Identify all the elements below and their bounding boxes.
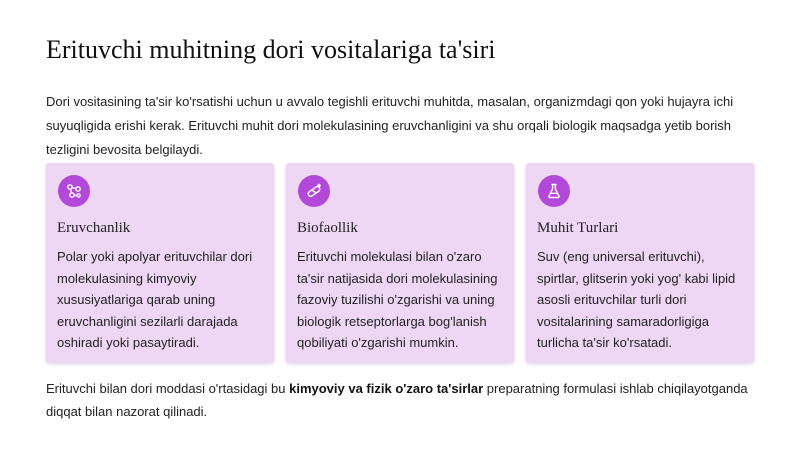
card-text: Erituvchi molekulasi bilan o'zaro ta'sir natijasida dori molekulasining fazoviy tuzilishi o'zgarishi va uning biologik retseptorlarga bog'lanish qobiliyati o'zgarishi mumkin.: [297, 249, 498, 351]
card-title: Muhit Turlari: [537, 220, 619, 236]
card-title: Eruvchanlik: [57, 220, 131, 236]
molecules-icon: [58, 175, 90, 207]
outro-paragraph: [46, 377, 758, 423]
intro-paragraph: Dori vositasining ta'sir ko'rsatishi uchun u avvalo tegishli erituvchi muhitda, masalan, organizmdagi qon yoki hujayra ichi suyuqligida erishi kerak. Erituvchi muhit dori molekulasining eruvchanligini va shu orqali biologik maqsadga yetib borish tezligini bevosita belgilaydi.: [46, 94, 734, 157]
capsule-icon: [298, 175, 330, 207]
card-eruvchanlik: [46, 163, 274, 363]
card-title: Biofaollik: [297, 220, 358, 236]
flask-icon: [538, 175, 570, 207]
page-title: Erituvchi muhitning dori vositalariga ta'siri: [46, 35, 496, 64]
card-biofaollik: [286, 163, 514, 363]
outro-text-start: Erituvchi bilan dori moddasi o'rtasidagi bu: [46, 381, 290, 396]
card-muhit-turlari: [526, 163, 754, 363]
outro-text-end: preparatning formulasi ishlab chiqilayotganda diqqat bilan nazorat qilinadi.: [46, 381, 748, 419]
outro-emphasis: kimyoviy va fizik o'zaro ta'sirlar: [289, 381, 484, 396]
card-text: Polar yoki apolyar erituvchilar dori molekulasining kimyoviy xususiyatlariga qarab uning eruvchanligini sezilarli darajada oshiradi yoki pasaytiradi.: [57, 249, 253, 351]
card-text: Suv (eng universal erituvchi), spirtlar, glitserin yoki yog' kabi lipid asosli erituvchilar turli dori vositalarining samaradorligiga turlicha ta'sir ko'rsatadi.: [537, 249, 736, 351]
